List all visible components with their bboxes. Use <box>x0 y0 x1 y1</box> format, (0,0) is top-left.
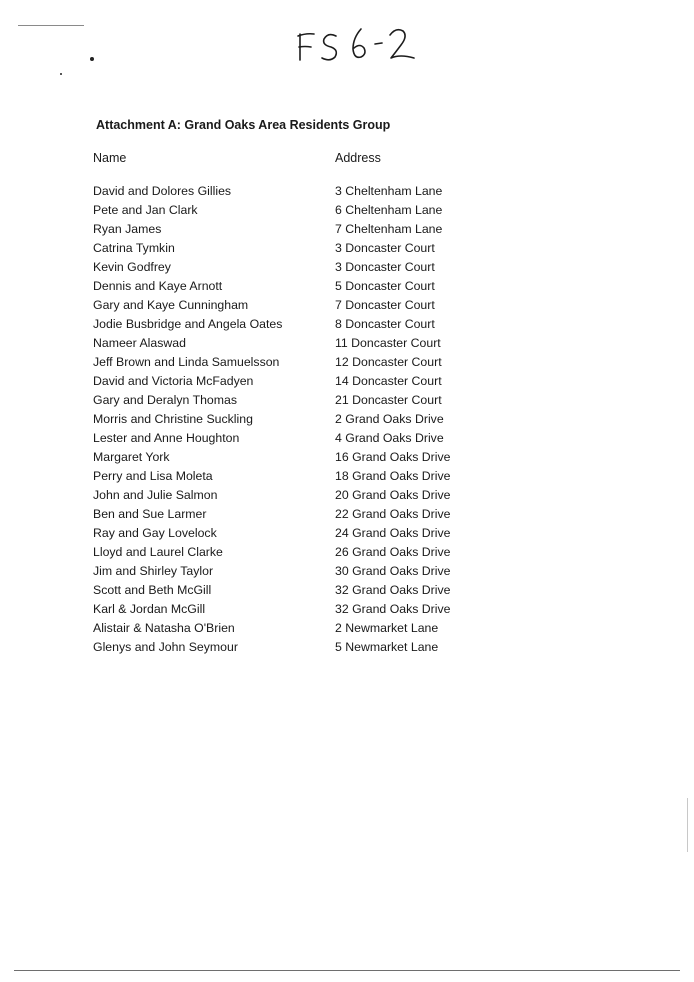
resident-row <box>93 469 513 488</box>
resident-name: Morris and Christine Suckling <box>93 412 253 426</box>
resident-row <box>93 203 513 222</box>
resident-name: Dennis and Kaye Arnott <box>93 279 223 293</box>
address-column-header: Address <box>335 151 381 165</box>
resident-name: John and Julie Salmon <box>93 488 218 502</box>
resident-name: Jodie Busbridge and Angela Oates <box>93 317 283 331</box>
resident-address: 26 Grand Oaks Drive <box>335 545 451 559</box>
resident-address: 16 Grand Oaks Drive <box>335 450 451 464</box>
resident-address: 32 Grand Oaks Drive <box>335 583 451 597</box>
resident-name: Ben and Sue Larmer <box>93 507 207 521</box>
resident-address: 3 Doncaster Court <box>335 241 435 255</box>
resident-row <box>93 621 513 640</box>
resident-address: 7 Cheltenham Lane <box>335 222 443 236</box>
resident-address: 6 Cheltenham Lane <box>335 203 443 217</box>
resident-row <box>93 184 513 203</box>
resident-address: 5 Newmarket Lane <box>335 640 439 654</box>
resident-row <box>93 507 513 526</box>
scan-edge-line-top <box>18 25 84 26</box>
resident-address: 32 Grand Oaks Drive <box>335 602 451 616</box>
resident-name: Gary and Kaye Cunningham <box>93 298 249 312</box>
resident-address: 2 Newmarket Lane <box>335 621 439 635</box>
resident-address: 8 Doncaster Court <box>335 317 435 331</box>
resident-row <box>93 260 513 279</box>
resident-row <box>93 355 513 374</box>
scan-edge-mark <box>687 798 688 852</box>
handwritten-reference-label <box>290 20 430 66</box>
resident-address: 12 Doncaster Court <box>335 355 442 369</box>
resident-address: 11 Doncaster Court <box>335 336 441 350</box>
resident-address: 2 Grand Oaks Drive <box>335 412 444 426</box>
resident-name: Karl & Jordan McGill <box>93 602 206 616</box>
resident-address: 20 Grand Oaks Drive <box>335 488 451 502</box>
resident-row <box>93 412 513 431</box>
resident-name: Catrina Tymkin <box>93 241 175 255</box>
resident-row <box>93 336 513 355</box>
resident-row <box>93 374 513 393</box>
resident-row <box>93 545 513 564</box>
resident-name: Alistair & Natasha O'Brien <box>93 621 235 635</box>
resident-address: 3 Cheltenham Lane <box>335 184 443 198</box>
resident-name: Pete and Jan Clark <box>93 203 198 217</box>
resident-row <box>93 564 513 583</box>
resident-address: 21 Doncaster Court <box>335 393 442 407</box>
resident-address: 22 Grand Oaks Drive <box>335 507 451 521</box>
resident-address: 14 Doncaster Court <box>335 374 442 388</box>
resident-address: 24 Grand Oaks Drive <box>335 526 451 540</box>
resident-row <box>93 526 513 545</box>
resident-name: Nameer Alaswad <box>93 336 186 350</box>
scan-speck <box>90 57 94 61</box>
resident-name: Ray and Gay Lovelock <box>93 526 217 540</box>
resident-row <box>93 393 513 412</box>
resident-name: Jim and Shirley Taylor <box>93 564 214 578</box>
resident-row <box>93 602 513 621</box>
scan-edge-line-bottom <box>14 970 680 971</box>
resident-name: Gary and Deralyn Thomas <box>93 393 237 407</box>
scan-speck <box>60 73 62 75</box>
resident-row <box>93 450 513 469</box>
resident-row <box>93 488 513 507</box>
resident-row <box>93 640 513 659</box>
resident-address: 30 Grand Oaks Drive <box>335 564 451 578</box>
resident-row <box>93 241 513 260</box>
resident-name: Kevin Godfrey <box>93 260 171 274</box>
residents-list <box>93 184 513 659</box>
resident-row <box>93 431 513 450</box>
resident-name: David and Dolores Gillies <box>93 184 232 198</box>
resident-row <box>93 298 513 317</box>
document-title: Attachment A: Grand Oaks Area Residents Group <box>96 118 391 132</box>
resident-address: 5 Doncaster Court <box>335 279 435 293</box>
resident-row <box>93 222 513 241</box>
resident-name: Ryan James <box>93 222 162 236</box>
resident-name: Lloyd and Laurel Clarke <box>93 545 223 559</box>
resident-row <box>93 583 513 602</box>
resident-address: 4 Grand Oaks Drive <box>335 431 444 445</box>
resident-address: 18 Grand Oaks Drive <box>335 469 451 483</box>
resident-row <box>93 317 513 336</box>
resident-name: Scott and Beth McGill <box>93 583 212 597</box>
resident-address: 3 Doncaster Court <box>335 260 435 274</box>
resident-row <box>93 279 513 298</box>
resident-name: Margaret York <box>93 450 170 464</box>
resident-name: Perry and Lisa Moleta <box>93 469 213 483</box>
resident-name: David and Victoria McFadyen <box>93 374 254 388</box>
resident-name: Glenys and John Seymour <box>93 640 238 654</box>
name-column-header: Name <box>93 151 127 165</box>
resident-address: 7 Doncaster Court <box>335 298 435 312</box>
resident-name: Jeff Brown and Linda Samuelsson <box>93 355 280 369</box>
resident-name: Lester and Anne Houghton <box>93 431 240 445</box>
